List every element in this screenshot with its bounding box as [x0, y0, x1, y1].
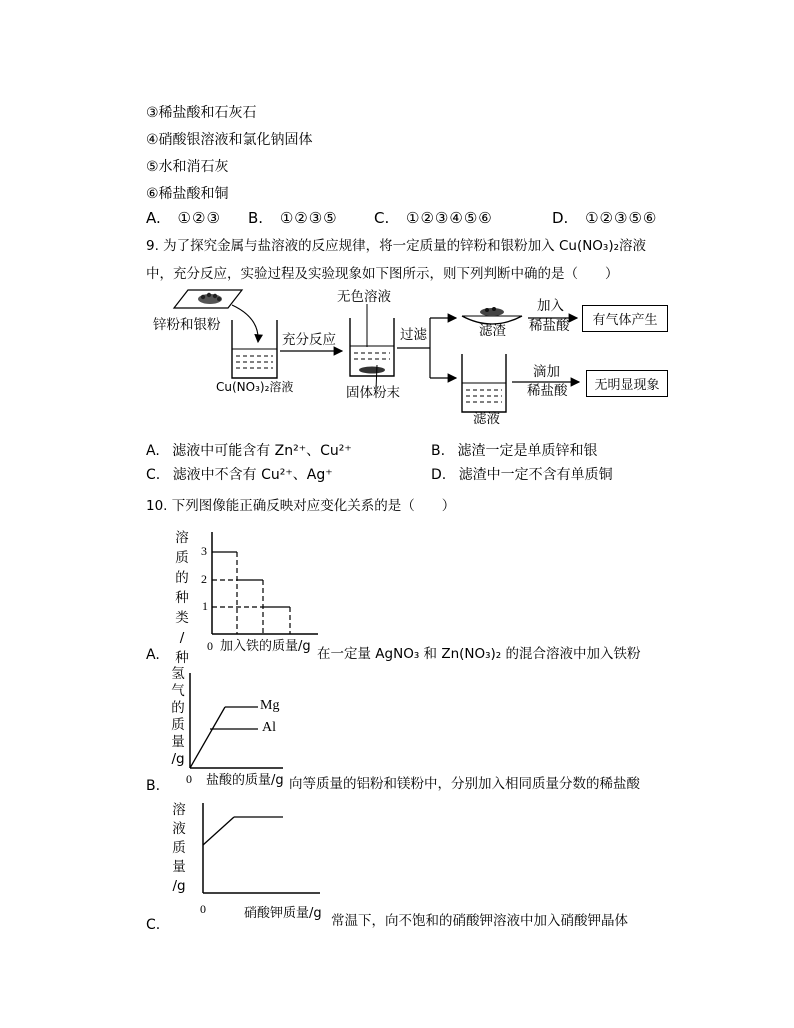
acid-label-2: 稀盐酸: [527, 383, 568, 399]
option-text: ①②③⑤⑥: [585, 209, 658, 227]
option-text: 滤渣中一定不含有单质铜: [458, 467, 613, 483]
graph-b-ylabel: 氢 气 的 质 量 /g: [171, 666, 185, 767]
q8-item-3: ③稀盐酸和石灰石: [146, 105, 257, 121]
graph-c-caption: 常温下，向不饱和的硝酸钾溶液中加入硝酸钾晶体: [331, 913, 628, 929]
graph-b-series-al: Al: [262, 720, 276, 735]
beaker1-label: Cu(NO₃)₂溶液: [216, 380, 294, 394]
graph-c-xlabel: 硝酸钾质量/g: [244, 906, 322, 921]
graph-b-caption: 向等质量的铝粉和镁粉中，分别加入相同质量分数的稀盐酸: [289, 776, 640, 792]
filter-label: 过滤: [400, 327, 427, 343]
drop-label: 滴加: [533, 364, 560, 380]
option-letter: B.: [248, 209, 264, 227]
option-text: 滤液中可能含有 Zn²⁺、Cu²⁺: [172, 443, 352, 459]
graph-a-ylabel: 溶 质 的 种 类 /种: [175, 530, 189, 666]
graph-a-tick-3: 3: [201, 544, 207, 558]
option-text: 滤液中不含有 Cu²⁺、Ag⁺: [172, 467, 333, 483]
solid-label: 固体粉末: [346, 385, 400, 401]
graph-a-tick-1: 1: [202, 599, 208, 613]
option-text: 滤渣一定是单质锌和银: [457, 443, 598, 459]
graph-a-tick-2: 2: [201, 572, 207, 586]
graph-b-origin: 0: [186, 772, 192, 786]
graph-a-caption: 在一定量 AgNO₃ 和 Zn(NO₃)₂ 的混合溶液中加入铁粉: [317, 646, 641, 662]
graph-c-ylabel: 溶 液 质 量 /g: [172, 802, 186, 894]
option-letter: D.: [431, 467, 447, 483]
residue-label: 滤渣: [479, 323, 506, 339]
result-text: 无明显现象: [594, 378, 660, 393]
graph-b-xlabel: 盐酸的质量/g: [206, 773, 284, 788]
graph-a-origin: 0: [207, 639, 213, 653]
filtrate-label: 滤液: [473, 411, 500, 427]
graph-c-letter[interactable]: C.: [146, 917, 161, 933]
option-letter: B.: [431, 443, 446, 459]
q8-item-6: ⑥稀盐酸和铜: [146, 186, 229, 202]
q8-item-4: ④硝酸银溶液和氯化钠固体: [146, 132, 313, 148]
graph-b-series-mg: Mg: [260, 698, 280, 713]
graph-c-origin: 0: [200, 902, 206, 916]
q9-stem-line2: 中，充分反应，实验过程及实验现象如下图所示，则下列判断中确的是（ ）: [146, 266, 619, 282]
option-letter: D.: [552, 209, 569, 227]
option-letter: A.: [146, 209, 161, 227]
option-text: ①②③: [177, 209, 221, 227]
option-letter: C.: [374, 209, 390, 227]
acid-label-1: 稀盐酸: [529, 318, 570, 334]
option-letter: A.: [146, 443, 160, 459]
colorless-label: 无色溶液: [337, 289, 391, 305]
q9-stem-line1: 9. 为了探究金属与盐溶液的反应规律，将一定质量的锌粉和银粉加入 Cu(NO₃)₂溶液: [146, 238, 647, 254]
option-text: ①②③④⑤⑥: [406, 209, 493, 227]
q10-stem: 10. 下列图像能正确反映对应变化关系的是（ ）: [146, 498, 456, 514]
option-text: ①②③⑤: [279, 209, 338, 227]
graph-a-letter[interactable]: A.: [146, 647, 160, 663]
q8-item-5: ⑤水和消石灰: [146, 159, 229, 175]
result-text: 有气体产生: [592, 313, 658, 328]
add-label: 加入: [537, 298, 564, 314]
react-label: 充分反应: [282, 332, 336, 348]
powder-label: 锌粉和银粉: [153, 317, 221, 333]
graph-a-xlabel: 加入铁的质量/g: [220, 639, 311, 654]
option-letter: C.: [146, 467, 161, 483]
graph-b-letter[interactable]: B.: [146, 778, 161, 794]
